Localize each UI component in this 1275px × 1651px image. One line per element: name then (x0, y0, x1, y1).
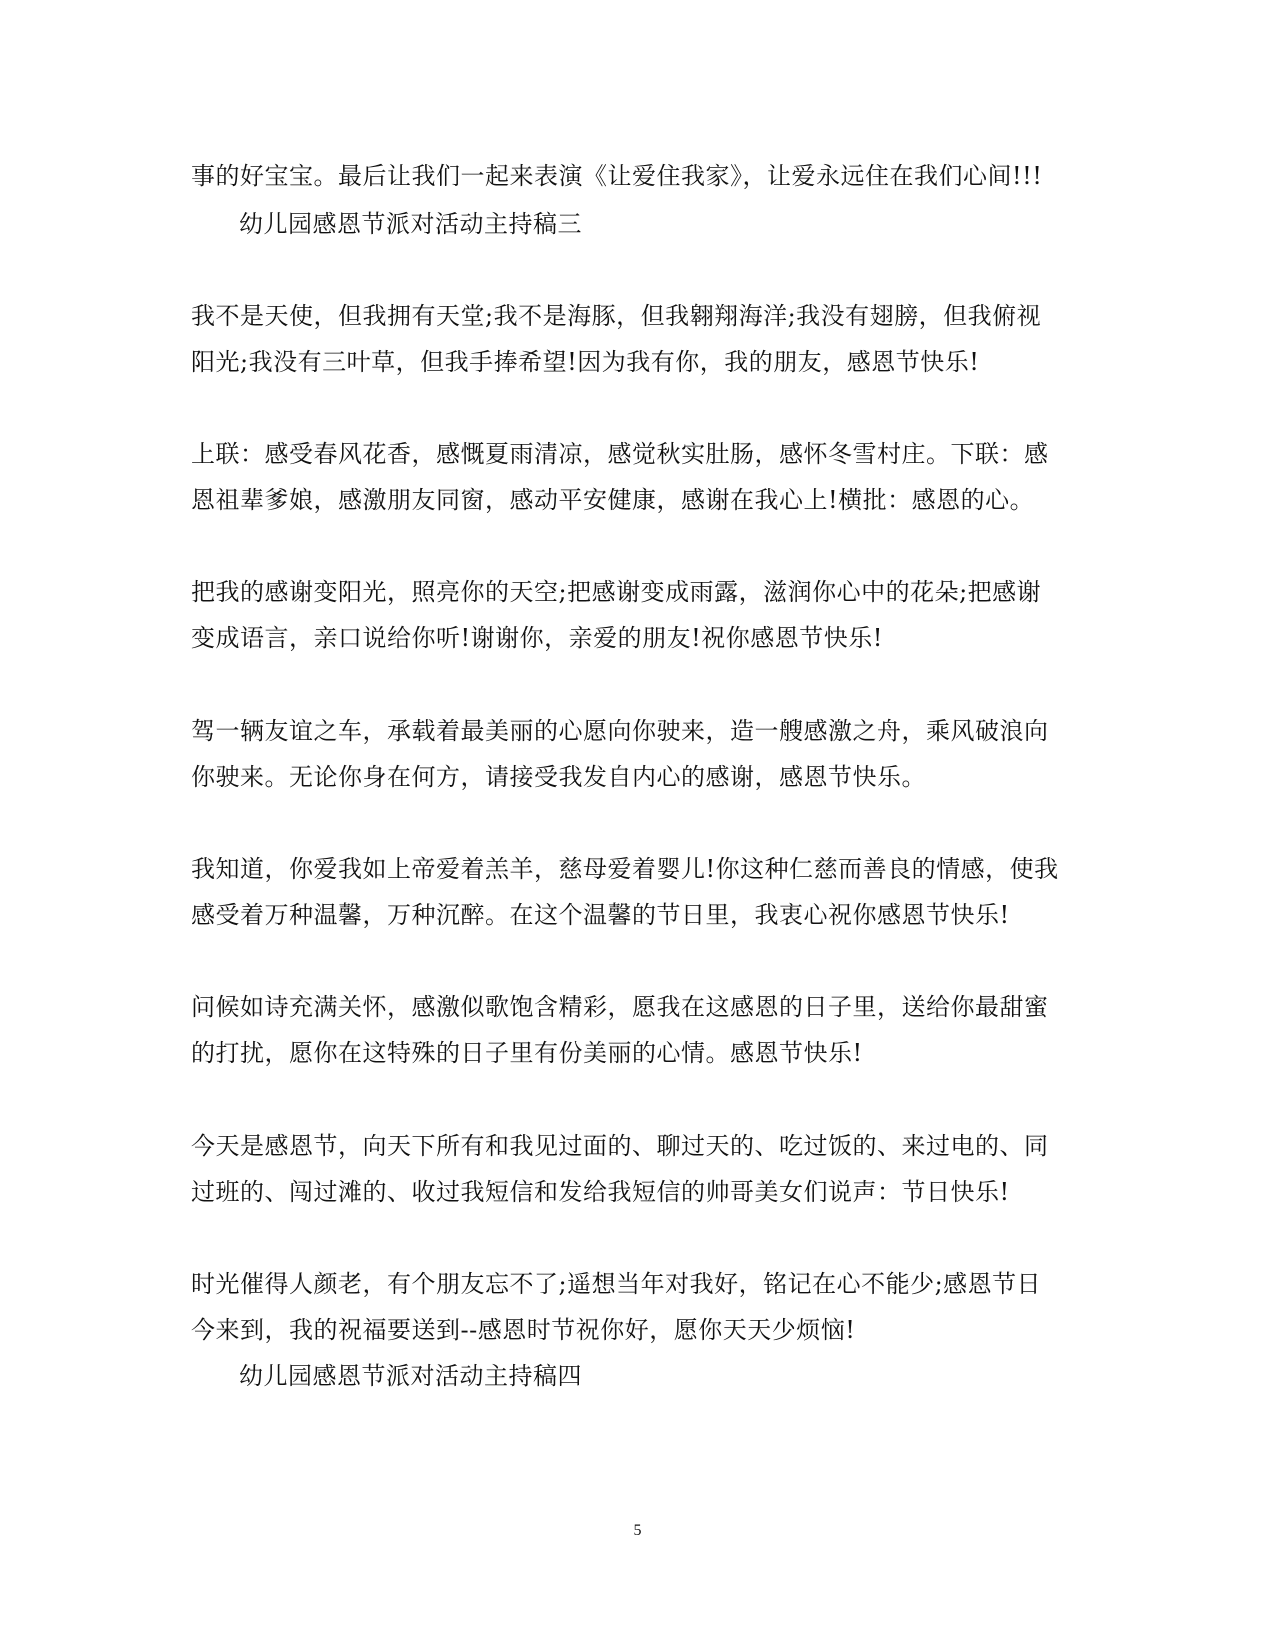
paragraph-line: 事的好宝宝。最后让我们一起来表演《让爱住我家》，让爱永远住在我们心间!!! (191, 162, 1043, 190)
paragraph-line: 变成语言，亲口说给你听!谢谢你，亲爱的朋友!祝你感恩节快乐! (191, 624, 883, 652)
paragraph-line: 上联：感受春风花香，感慨夏雨清凉，感觉秋实肚肠，感怀冬雪村庄。下联：感 (191, 440, 1049, 468)
paragraph-line: 恩祖辈爹娘，感激朋友同窗，感动平安健康，感谢在我心上!横批：感恩的心。 (191, 486, 1035, 514)
paragraph-line: 的打扰，愿你在这特殊的日子里有份美丽的心情。感恩节快乐! (191, 1039, 863, 1067)
paragraph-line: 阳光;我没有三叶草，但我手捧希望!因为我有你，我的朋友，感恩节快乐! (191, 348, 980, 376)
paragraph-line: 我知道，你爱我如上帝爱着羔羊，慈母爱着婴儿!你这种仁慈而善良的情感，使我 (191, 855, 1059, 883)
paragraph-line: 把我的感谢变阳光，照亮你的天空;把感谢变成雨露，滋润你心中的花朵;把感谢 (191, 578, 1042, 606)
page-number: 5 (633, 1522, 642, 1539)
paragraph-line: 时光催得人颜老，有个朋友忘不了;遥想当年对我好，铭记在心不能少;感恩节日 (191, 1270, 1042, 1298)
paragraph-line: 过班的、闯过滩的、收过我短信和发给我短信的帅哥美女们说声：节日快乐! (191, 1178, 1010, 1206)
paragraph-line: 感受着万种温馨，万种沉醉。在这个温馨的节日里，我衷心祝你感恩节快乐! (191, 901, 1010, 929)
paragraph-line: 我不是天使，但我拥有天堂;我不是海豚，但我翱翔海洋;我没有翅膀，但我俯视 (191, 302, 1042, 330)
paragraph-line: 你驶来。无论你身在何方，请接受我发自内心的感谢，感恩节快乐。 (191, 763, 926, 791)
section-heading: 幼儿园感恩节派对活动主持稿三 (239, 210, 582, 238)
paragraph-line: 问候如诗充满关怀，感激似歌饱含精彩，愿我在这感恩的日子里，送给你最甜蜜 (191, 993, 1049, 1021)
paragraph-line: 今来到，我的祝福要送到--感恩时节祝你好，愿你天天少烦恼! (191, 1316, 856, 1344)
section-heading: 幼儿园感恩节派对活动主持稿四 (239, 1362, 582, 1390)
paragraph-line: 驾一辆友谊之车，承载着最美丽的心愿向你驶来，造一艘感激之舟，乘风破浪向 (191, 717, 1049, 745)
paragraph-line: 今天是感恩节，向天下所有和我见过面的、聊过天的、吃过饭的、来过电的、同 (191, 1132, 1049, 1160)
